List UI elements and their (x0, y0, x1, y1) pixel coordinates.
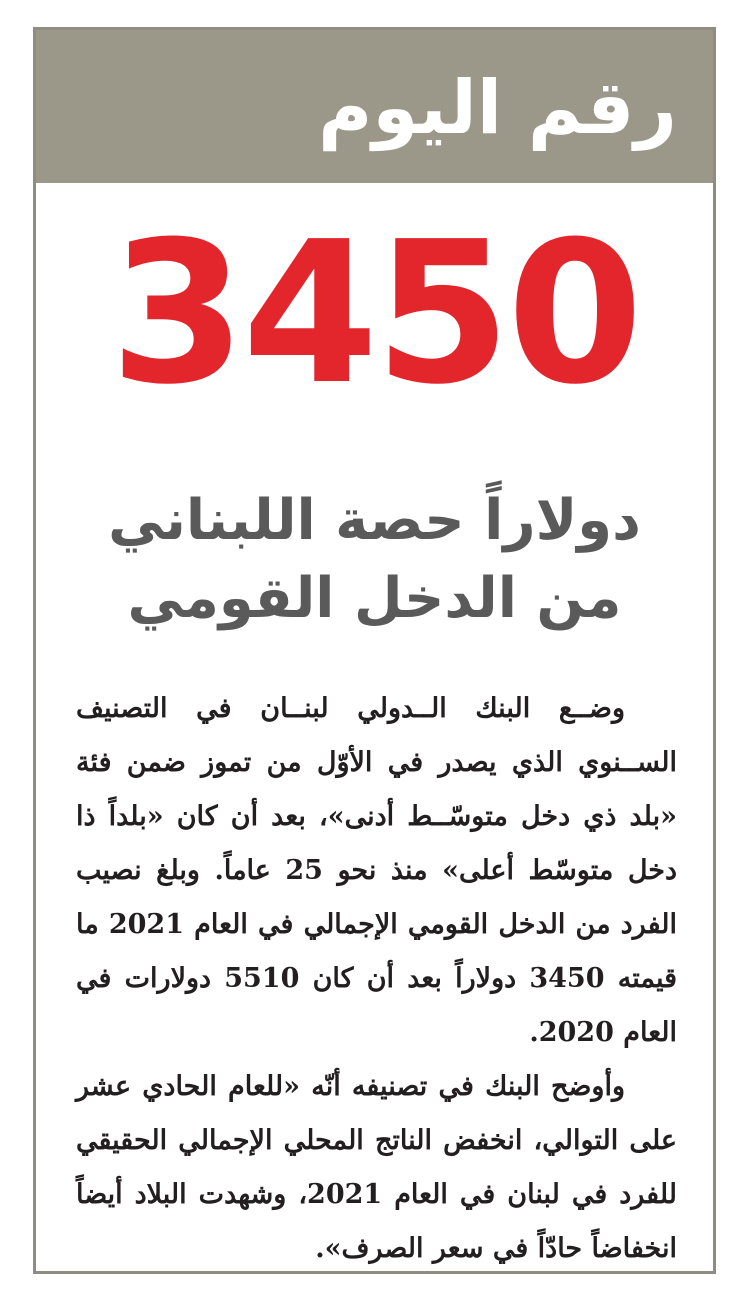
article-paragraph-2: وأوضح البنك في تصنيفه أنّه «للعام الحادي عشر على التوالي، انخفض الناتج المحلي الإجمالي الحقيقي للفرد في لبنان في العام 2021، وشهدت البلاد أيضاً انخفاضاً حادّاً في سعر الصرف». (76, 1071, 677, 1264)
caption-line-1: دولاراً حصة اللبناني (108, 488, 641, 553)
caption-line-2: من الدخل القومي (127, 566, 622, 631)
article-paragraph-1: وضــع البنك الــدولي لبنــان في التصنيف الســنوي الذي يصدر في الأوّل من تموز ضمن فئة «بلد ذي دخل متوسّــط أدنى»، بعد أن كان «بلداً ذا دخل متوسّط أعلى» منذ نحو 25 عاماً. وبلغ نصيب الفرد من الدخل القومي الإجمالي في العام 2021 ما قيمته 3450 دولاراً بعد أن كان 5510 دولارات في العام 2020. (76, 693, 678, 1048)
number-caption (56, 482, 693, 638)
header-bar (36, 30, 713, 183)
highlight-number: 3450 (109, 200, 640, 428)
header-title: رقم اليوم (318, 65, 677, 151)
daily-number-box (33, 27, 716, 1274)
article-body (76, 682, 677, 1276)
